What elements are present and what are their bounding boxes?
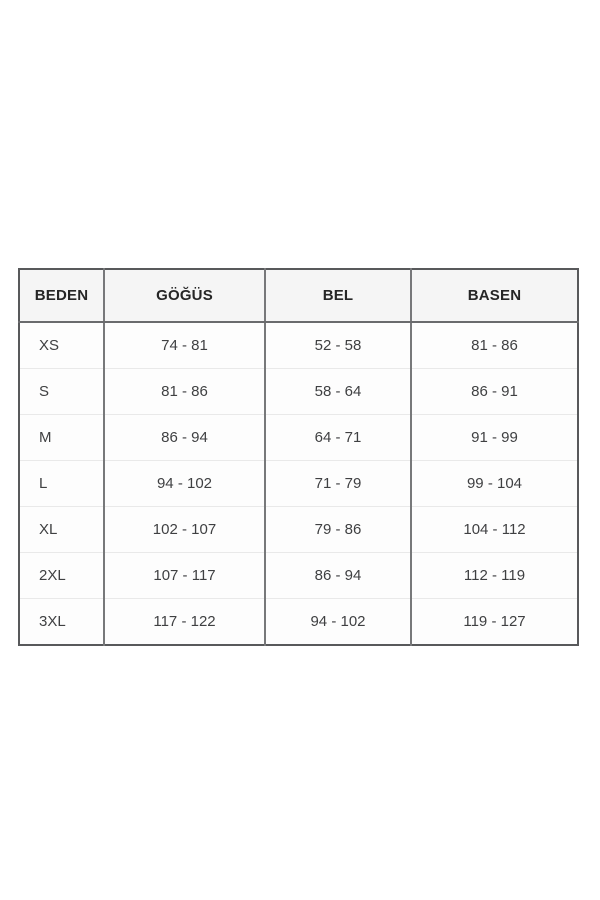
size-cell: M bbox=[19, 415, 104, 461]
table-row-xl bbox=[19, 507, 578, 553]
chest-cell: 86 - 94 bbox=[104, 415, 265, 461]
chest-cell: 74 - 81 bbox=[104, 322, 265, 369]
table-row-m bbox=[19, 415, 578, 461]
table-row-3xl bbox=[19, 599, 578, 646]
header-cell-waist: BEL bbox=[265, 269, 411, 322]
table-row-xs bbox=[19, 322, 578, 369]
waist-cell: 71 - 79 bbox=[265, 461, 411, 507]
size-cell: 2XL bbox=[19, 553, 104, 599]
header-cell-hip: BASEN bbox=[411, 269, 578, 322]
header-cell-size: BEDEN bbox=[19, 269, 104, 322]
waist-cell: 58 - 64 bbox=[265, 369, 411, 415]
hip-cell: 119 - 127 bbox=[411, 599, 578, 646]
hip-cell: 99 - 104 bbox=[411, 461, 578, 507]
chest-cell: 81 - 86 bbox=[104, 369, 265, 415]
hip-cell: 81 - 86 bbox=[411, 322, 578, 369]
header-row bbox=[19, 269, 578, 322]
size-cell: 3XL bbox=[19, 599, 104, 646]
hip-cell: 112 - 119 bbox=[411, 553, 578, 599]
chest-cell: 102 - 107 bbox=[104, 507, 265, 553]
waist-cell: 94 - 102 bbox=[265, 599, 411, 646]
size-cell: L bbox=[19, 461, 104, 507]
table-row-2xl bbox=[19, 553, 578, 599]
hip-cell: 91 - 99 bbox=[411, 415, 578, 461]
header-cell-chest: GÖĞÜS bbox=[104, 269, 265, 322]
table-row-l bbox=[19, 461, 578, 507]
size-cell: XS bbox=[19, 322, 104, 369]
chest-cell: 94 - 102 bbox=[104, 461, 265, 507]
hip-cell: 86 - 91 bbox=[411, 369, 578, 415]
waist-cell: 86 - 94 bbox=[265, 553, 411, 599]
size-chart-container bbox=[18, 268, 579, 646]
size-chart-body bbox=[19, 322, 578, 645]
hip-cell: 104 - 112 bbox=[411, 507, 578, 553]
size-chart-table bbox=[18, 268, 579, 646]
waist-cell: 79 - 86 bbox=[265, 507, 411, 553]
waist-cell: 52 - 58 bbox=[265, 322, 411, 369]
size-chart-header bbox=[19, 269, 578, 322]
chest-cell: 107 - 117 bbox=[104, 553, 265, 599]
waist-cell: 64 - 71 bbox=[265, 415, 411, 461]
table-row-s bbox=[19, 369, 578, 415]
size-cell: XL bbox=[19, 507, 104, 553]
size-cell: S bbox=[19, 369, 104, 415]
chest-cell: 117 - 122 bbox=[104, 599, 265, 646]
